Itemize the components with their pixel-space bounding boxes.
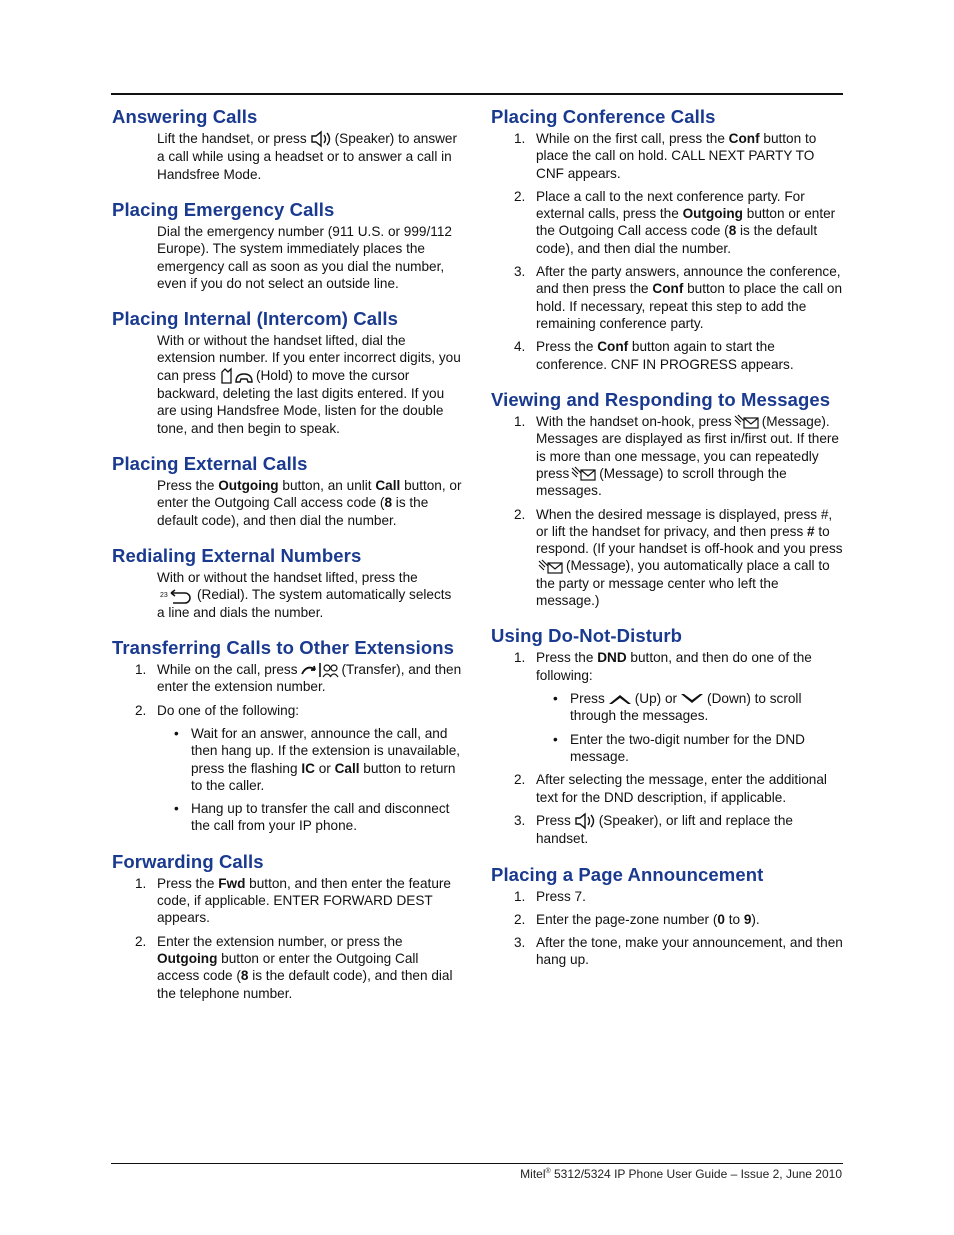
redial-icon	[159, 588, 195, 604]
speaker-icon	[573, 812, 597, 830]
section-emergency-calls	[112, 197, 462, 292]
heading-forwarding: Forwarding Calls	[112, 850, 264, 872]
list-item: 1. With the handset on-hook, press (Message). Messages are displayed as first in/first out. If there is more than one message, you can repeatedly press (Message) to scroll through the messages.	[514, 413, 839, 499]
list-item: 2. After selecting the message, enter the additional text for the DND description, if applicable.	[514, 772, 827, 805]
internal-calls-text: With or without the handset lifted, dial the extension number. If you enter incorrect digits, you can press (Hold) to move the cursor backward, deleting the last digits entered. If you are using Handsfree Mode, listen for the double tone, and then begin to speak.	[157, 333, 461, 436]
section-forwarding	[112, 849, 462, 1002]
transfer-icon	[300, 662, 340, 678]
section-transferring	[112, 635, 462, 835]
speaker-icon	[309, 130, 333, 148]
list-item: • Hang up to transfer the call and disconnect the call from your IP phone.	[157, 800, 462, 835]
dnd-options	[536, 690, 843, 765]
list-item: 3. After the party answers, announce the conference, and then press the Conf button to place the call on hold. If necessary, repeat this step to add the remaining conference party.	[514, 264, 843, 331]
list-item: 4. Press the Conf button again to start the conference. CNF IN PROGRESS appears.	[514, 339, 794, 372]
external-calls-text: Press the Outgoing button, an unlit Call button, or enter the Outgoing Call access code (8 is the default code), and then dial the number.	[157, 478, 462, 528]
page-footer: Mitel® 5312/5324 IP Phone User Guide – Issue 2, June 2010	[520, 1167, 842, 1181]
list-item: 1. While on the call, press (Transfer), and then enter the extension number.	[135, 661, 462, 695]
heading-internal-calls: Placing Internal (Intercom) Calls	[112, 308, 399, 330]
section-conference-calls	[491, 104, 843, 373]
heading-redialing: Redialing External Numbers	[112, 544, 362, 566]
list-item: 2. Do one of the following: • Wait for an answer, announce the call, and then hang up. If the extension is unavailable, press the flashing IC or Call button to return to the caller. • Hang up to transfer the call and disconnect the call from your IP phone.	[112, 702, 462, 835]
list-item: 2. When the desired message is displayed, press #, or lift the handset for privacy, and then press # to respond. (If your handset is off-hook and you press (Message), you automatically place a call to the party or message center who left the message.)	[514, 506, 843, 609]
list-item: 3. Press (Speaker), or lift and replace the handset.	[514, 812, 793, 847]
list-item: • Wait for an answer, announce the call, and then hang up. If the extension is unavailable, press the flashing IC or Call button to return to the caller.	[157, 725, 462, 794]
heading-messages: Viewing and Responding to Messages	[491, 388, 831, 410]
heading-conference-calls: Placing Conference Calls	[491, 106, 716, 127]
forwarding-steps	[112, 875, 462, 1002]
messages-steps	[491, 413, 843, 610]
heading-page-announcement: Placing a Page Announcement	[491, 863, 764, 885]
conference-steps	[491, 130, 843, 373]
redialing-text: With or without the handset lifted, press the 23 (Redial). The system automatically selects a line and dials the number.	[157, 569, 452, 620]
list-item: 2. Enter the page-zone number (0 to 9).	[514, 911, 760, 927]
section-redialing	[112, 543, 462, 621]
transfer-options	[157, 725, 462, 835]
section-messages	[491, 387, 843, 610]
list-item: 2. Enter the extension number, or press the Outgoing button or enter the Outgoing Call access code (8 is the default code), and then dial the telephone number.	[135, 933, 453, 1001]
heading-do-not-disturb: Using Do-Not-Disturb	[491, 625, 683, 647]
section-do-not-disturb	[491, 623, 843, 847]
section-page-announcement	[491, 862, 843, 969]
transfer-steps	[112, 661, 462, 835]
section-external-calls	[112, 451, 462, 529]
message-icon	[734, 414, 760, 430]
message-icon	[571, 466, 597, 482]
heading-external-calls: Placing External Calls	[112, 453, 308, 475]
list-item: 1. While on the first call, press the Conf button to place the call on hold. CALL NEXT PARTY TO CNF appears.	[514, 131, 817, 181]
list-item: 1. Press the DND button, and then do one of the following: • Press (Up) or (Down) to scroll through the messages. • Enter the two-digit number for the DND message.	[491, 649, 843, 765]
down-arrow-icon	[679, 692, 705, 706]
dnd-steps	[491, 649, 843, 847]
section-answering-calls	[112, 104, 462, 183]
list-item: 1. Press 7.	[514, 888, 586, 904]
list-item: 3. After the tone, make your announcement, and then hang up.	[514, 935, 843, 968]
heading-transferring: Transferring Calls to Other Extensions	[112, 636, 455, 658]
right-column	[491, 104, 843, 983]
list-item: • Enter the two-digit number for the DND message.	[536, 731, 843, 766]
hold-icon	[218, 367, 254, 385]
page-steps	[491, 888, 843, 969]
svg-text:23: 23	[160, 591, 168, 599]
header-rule	[111, 93, 843, 95]
heading-answering-calls: Answering Calls	[112, 106, 258, 127]
heading-emergency-calls: Placing Emergency Calls	[112, 199, 335, 220]
answering-calls-text: Lift the handset, or press (Speaker) to answer a call while using a headset or to answer a call in Handsfree Mode.	[157, 131, 458, 182]
up-arrow-icon	[607, 692, 633, 706]
message-icon	[538, 559, 564, 575]
list-item: 1. Press the Fwd button, and then enter the feature code, if applicable. ENTER FORWARD DEST appears.	[135, 875, 451, 926]
list-item: • Press (Up) or (Down) to scroll through the messages.	[536, 690, 843, 725]
left-column	[112, 104, 462, 1016]
list-item: 2. Place a call to the next conference party. For external calls, press the Outgoing button or enter the Outgoing Call access code (8 is the default code), and then dial the number.	[514, 188, 836, 256]
emergency-calls-text: Dial the emergency number (911 U.S. or 999/112 Europe). The system immediately places the emergency call as soon as you dial the number, even if you do not select an outside line.	[157, 224, 452, 291]
section-internal-calls	[112, 306, 462, 437]
footer-rule	[111, 1163, 843, 1164]
